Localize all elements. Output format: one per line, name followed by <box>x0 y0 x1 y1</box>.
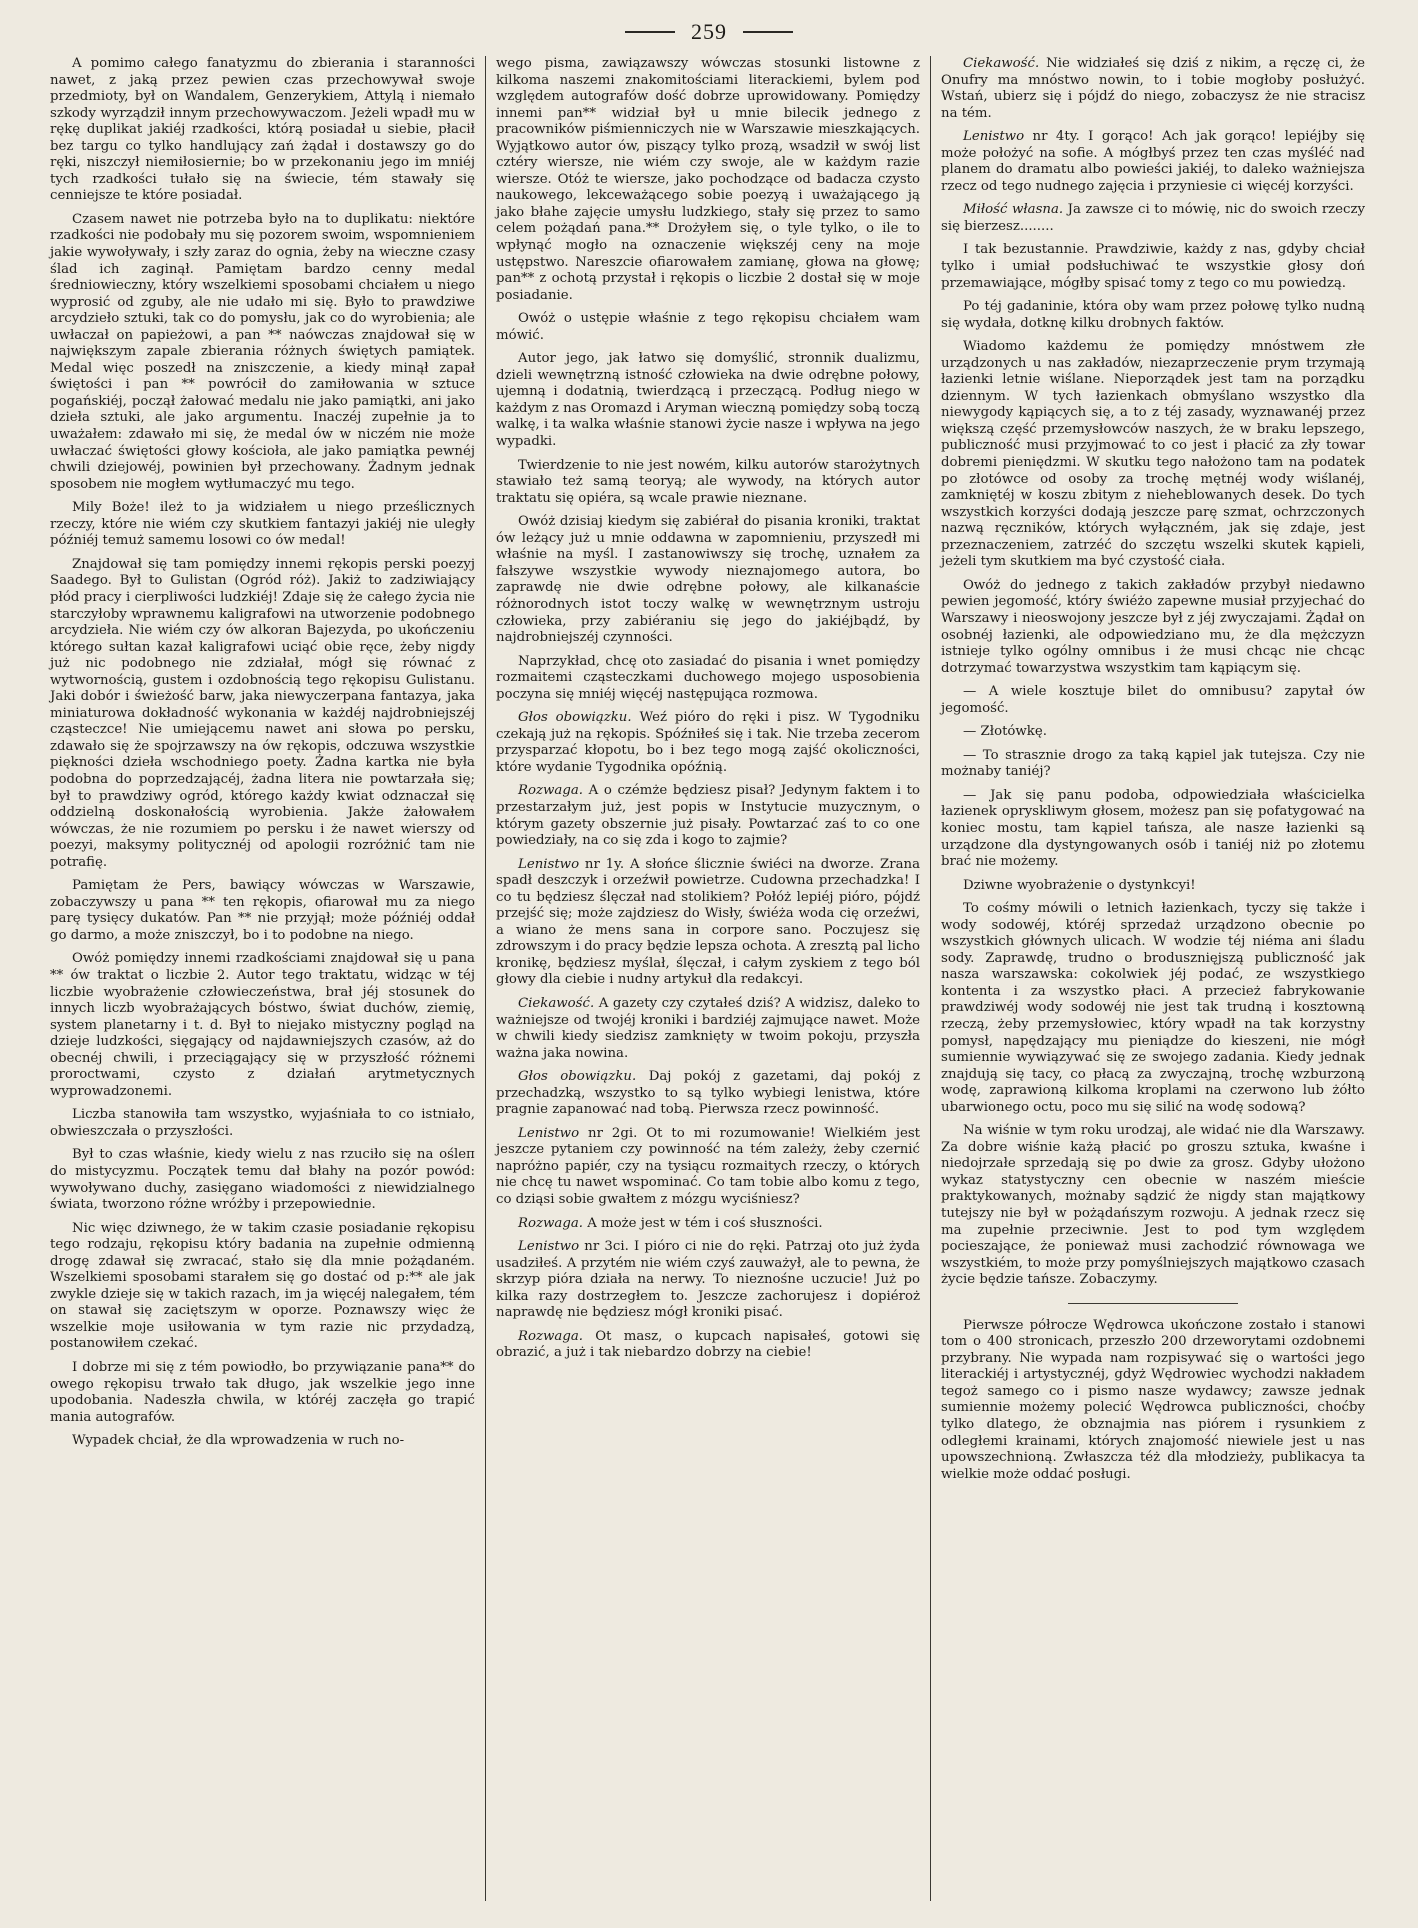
column-left <box>40 56 485 1901</box>
section-divider <box>1068 1303 1238 1304</box>
speaker-text: Nie widziałeś się dziś z nikim, a ręczę ci, że Onufry ma mnóstwo nowin, to i tobie mogłoby posłużyć. Wstań, ubierz się i pójdź do niego, zobaczysz że nie stracisz na tém. <box>941 56 1365 121</box>
paragraph <box>496 857 920 989</box>
speaker-text: Daj pokój z gazetami, daj pokój z przechadzką, wszystko to są tylko wybiegi lenistwa, które pragnie zapanować nad tobą. Pierwsza rzecz powinność. <box>496 1069 920 1118</box>
paragraph: Twierdzenie to nie jest nowém, kilku autorów starożytnych stawiało też samą teoryą; ale wywody, na których autor traktatu się opiéra, są wcale prawie nieznane. <box>496 457 920 506</box>
speaker-text: Ot masz, o kupcach napisałeś, gotowi się obrazić, a już i tak niebardzo dobrzy na ciebie! <box>496 1328 920 1361</box>
speaker-text: Weź pióro do ręki i pisz. W Tygodniku czekają już na rękopis. Spóźniłeś się i tak. Nie trzeba zecerom przysparzać kłopotu, bo i bez tego mogą zajść okoliczności, które wydanie Tygodnika opóźnią. <box>496 710 920 775</box>
paragraph <box>496 996 920 1062</box>
paragraph: Autor jego, jak łatwo się domyślić, stronnik dualizmu, dzieli wewnętrzną istność człowieka na dwie odrębne połowy, ujemną i dodatnią, twierdzącą i przeczącą. Podług niego w każdym z nas Oromazd i Aryman wieczną pomiędzy sobą toczą walkę, i ta walka właśnie stanowi życie nasze i wpływa na jego wypadki. <box>496 351 920 450</box>
paragraph: Nic więc dziwnego, że w takim czasie posiadanie rękopisu tego rodzaju, rękopisu który badania na zupełnie odmienną drogę zdawał się zwracać, stało się dla mnie pożądaném. Wszelkiemi sposobami starałem się go dostać od p:** ale jak zwykle dzieje się w takich razach, im ja więcéj nalegałem, tém on stawał się zaciętszym w oporze. Poznawszy więc że wszelkie moje usiłowania w tym razie nic przydadzą, postanowiłem czekać. <box>50 1220 475 1352</box>
paragraph: I tak bezustannie. Prawdziwie, każdy z nas, gdyby chciał tylko i umiał podsłuchiwać te wszystkie głosy doń przemawiające, mógłby spisać tomy z tego co mu powiedzą. <box>941 242 1365 291</box>
paragraph <box>941 56 1365 122</box>
speaker-label: Lenistwo <box>518 1125 580 1141</box>
speaker-label: Rozwaga. <box>518 1215 583 1231</box>
paragraph: Pierwsze półrocze Wędrowca ukończone zostało i stanowi tom o 400 stronicach, przeszło 200 drzeworytami ozdobnemi przybrany. Nie wypada nam rozpisywać się o wartości jego literackiéj i artystycznéj, gdyż Wędrowiec wychodzi nakładem tegoż samego co i pismo nasze wydawcy; zawsze jednak sumiennie możemy polecić Wędrowca publiczności, choćby tylko dlatego, że obznajmia nas piórem i rysunkiem z odległemi krainami, których znajomość niewiele jest u nas upowszechnioną. Zwłaszcza téż dla młodzieży, publikacya ta wielkie może oddać posługi. <box>941 1317 1365 1482</box>
paragraph: Wiadomo każdemu że pomiędzy mnóstwem złe urządzonych u nas zakładów, niezaprzeczenie prym trzymają łazienki letnie wiślane. Nieporządek jest tam na porządku dziennym. W tych łazienkach obmyślano wszystko dla niewygody kąpiących się, a to z téj zasady, wyznawanéj przez większą część przemysłowców naszych, że w braku lepszego, publiczność musi przyjmować to co jest i płacić za zły towar dobremi pieniędzmi. W skutku tego nałożono tam na podatek po złotówce od osoby za trochę mętnéj wody wiślanéj, zamkniętéj w koszu zbitym z nieheblowanych desek. Do tych wszystkich korzyści dodają jeszcze parę szmat, ochrzczonych nazwą ręczników, których wyłączném, jak się zdaje, jest przeznaczeniem, zatrzéć do szczętu wszelki skutek kąpieli, jeżeli tym skutkiem ma być czystość ciała. <box>941 339 1365 570</box>
page-number: 259 <box>691 19 727 44</box>
paragraph <box>496 710 920 776</box>
speaker-label: Lenistwo <box>518 1239 580 1255</box>
paragraph: Liczba stanowiła tam wszystko, wyjaśniała to co istniało, obwieszczała o przyszłości. <box>50 1107 475 1139</box>
paragraph: Dziwne wyobrażenie o dystynkcyi! <box>963 877 1196 893</box>
paragraph: Mily Boże! ileż to ja widziałem u niego prześlicznych rzeczy, które nie wiém czy skutkiem fantazyi jakiéj nie uległy późniéj temuż samemu losowi co ów medal! <box>50 500 475 549</box>
paragraph: Owóż pomiędzy innemi rzadkościami znajdował się u pana ** ów traktat o liczbie 2. Autor tego traktatu, widząc w téj liczbie wyobrażenie człowieczeństwa, brał jéj stosunek do innych liczb wyobrażających bóstwo, świat duchów, ziemię, system planetarny i t. d. Był to niejako mistyczny pogląd na dzieje ludzkości, sięgający od najdawniejszych czasów, aż do obecnéj chwili, i przeciągający się w przyszłość różnemi proroctwami, czysto z działań arytmetycznych wyprowadzonemi. <box>50 951 475 1099</box>
paragraph: Czasem nawet nie potrzeba było na to duplikatu: niektóre rzadkości nie podobały mu się pozorem swoim, wspomnieniem jakie wywoływały, i szły zaraz do ognia, żeby na wieczne czasy ślad ich zaginął. Pamiętam bardzo cenny medal średniowieczny, który wszelkiemi sposobami chciałem u niego wyprosić od zguby, ale nie udało mi się. Było to prawdziwe arcydzieło sztuki, tak co do pomysłu, jak co do wyrobienia; ale uwłaczał on papieżowi, a pan ** naówczas znajdował się w największym zapale zbierania różnych świętych pamiątek. Medal więc poszedł na zniszczenie, a kiedy minął zapał świętości i pan ** powrócił do zamiłowania w sztuce pogańskiéj, począł żałować medalu nie jako pamiątki, ani jako dzieła sztuki, ale jako argumentu. Inaczéj zupełnie ja to uważałem: zdawało mi się, że medal ów w niczém nie może uwłaczać świętości głowy kościoła, ale jako pamiątka pewnéj chwili dziejowéj, powinien był przechowany. Żadnym jednak sposobem nie mogłem wytłumaczyć mu tego. <box>50 211 475 492</box>
speaker-text: nr 2gi. Ot to mi rozumowanie! Wielkiém jest jeszcze pytaniem czy powinność na tém zależy, żeby czernić napróżno papiér, czy na tysiącu rozmaitych rzeczy, o których nie chcę tu nawet wspominać. Co tam tobie albo komu z tego, co dziąsi sobie gwałtem z mózgu wyciśniesz? <box>496 1125 920 1207</box>
speaker-label: Lenistwo <box>963 129 1025 145</box>
paragraph <box>496 1329 920 1362</box>
column-right <box>930 56 1375 1901</box>
speaker-text: nr 4ty. I gorąco! Ach jak gorąco! lepiéjby się może położyć na sofie. A mógłbyś przez ten czas myśléć nad planem do dramatu albo powieści jakiéj, to daleko ważniejsza rzecz od tego nudnego zajęcia i przyniesie ci więcéj korzyści. <box>941 129 1365 194</box>
paragraph <box>941 202 1365 235</box>
paragraph: Na wiśnie w tym roku urodzaj, ale widać nie dla Warszawy. Za dobre wiśnie każą płacić po groszu sztuka, kwaśne i niedojrzałe sprzedają się po dwie za grosz. Gdyby ułożono wykaz statystyczny cen obecnie w naszém mieście praktykowanych, możnaby sądzić że nigdy stan majątkowy tutejszy nie był w pożądańszym rozwoju. A jednak rzecz się ma zupełnie przeciwnie. Jest to pod tym względem pocieszające, że ponieważ musi zachodzić równowaga we wszystkiém, to może przy pomyślniejszych majątkowo czasach życie będzie tańsze. Zobaczymy. <box>941 1123 1365 1288</box>
speaker-text: nr 1y. A słońce ślicznie świéci na dworze. Zrana spadł deszczyk i orzeźwił powietrze. Cudowna przechadzka! I co tu będziesz ślęczał nad stolikiem? Połóż lepiéj pióro, pójdź przejść się; może zajdziesz do Wisły, świéża woda cię orzeźwi, a wiano że mens sana in corpore sano. Poczujesz się zdrowszym i do pracy będzie lepsza ochota. A zresztą pal licho kronikę, będziesz myślał, ślęczał, i całym zyskiem z tego ból głowy dla ciebie i nudny artykuł dla redakcyi. <box>496 856 920 988</box>
column-middle <box>485 56 930 1901</box>
speaker-label: Rozwaga. <box>518 783 583 799</box>
text-columns <box>40 56 1376 1901</box>
paragraph: Naprzykład, chcę oto zasiadać do pisania i wnet pomiędzy rozmaitemi cząsteczkami duchowego mojego usposobienia poczyna się mniéj więcéj następująca rozmowa. <box>496 653 920 702</box>
speaker-text: A może jest w tém i coś słuszności. <box>583 1215 823 1231</box>
speaker-label: Głos obowiązku. <box>518 1069 637 1085</box>
speaker-label: Rozwaga. <box>518 1328 583 1344</box>
paragraph <box>496 1126 920 1209</box>
page-header <box>0 12 1418 52</box>
speaker-label: Lenistwo <box>518 856 580 872</box>
speaker-text: A gazety czy czytałeś dziś? A widzisz, daleko to ważniejsze od twojéj kroniki i bardziéj zajmujące nawet. Może w chwili kiedy siedzisz zamknięty w twoim pokoju, przyszła ważna jaka nowina. <box>496 995 920 1061</box>
paragraph: Znajdował się tam pomiędzy innemi rękopis perski poezyj Saadego. Był to Gulistan (Ogród róż). Jakiż to zadziwiający płód pracy i cierpliwości ludzkiéj! Zdaje się że całego życia nie starczyłoby wprawnemu kaligrafowi na utworzenie podobnego arcydzieła. Nie wiém czy ów alkoran Bajezyda, po ukończeniu którego sułtan kazał kaligrafowi uciąć obie ręce, żeby nigdy już nic podobnego nie zdziałał, mógł się równać z wytwornością, gustem i ozdobnością tego rękopisu Gulistanu. Jaki dobór i świeżość barw, jaka niewyczerpana fantazya, jaka miniaturowa dokładność wykonania w każdéj najdrobniejszéj cząsteczce! Nie umiejącemu nawet ani słowa po persku, zdawało się że spojrzawszy na ów rękopis, odczuwa wszystkie piękności dzieła wschodniego poety. Żadna kartka nie była podobna do poprzedzającéj, żadna litera nie powtarzała się; był to prawdziwy ogród, którego każdy kwiat odznaczał się oddzielną doskonałością wyrobienia. Jakże żałowałem wówczas, że nie rozumiem po persku i że nawet wierszy od poezyi, maksymy politycznéj od apologii rozróżnić tam nie potrafię. <box>50 556 475 870</box>
header-rule-right <box>743 31 793 33</box>
paragraph: Owóż dzisiaj kiedym się zabiérał do pisania kroniki, traktat ów leżący już u mnie oddawna w zapomnieniu, przyszedł mi właśnie na myśl. I zastanowiwszy się trochę, uznałem za fałszywe wszystkie wywody nieznajomego autora, bo zaprawdę nie dwie odrębne połowy, ale kilkanaście różnorodnych istot toczy walkę w wewnętrznym ustroju człowieka, przy zabiéraniu się jego do jakiéjbądź, by najdrobniejszéj czynności. <box>496 514 920 646</box>
paragraph: Wypadek chciał, że dla wprowadzenia w ruch no- <box>72 1433 405 1449</box>
speaker-label: Ciekawość. <box>963 56 1040 71</box>
paragraph <box>496 783 920 849</box>
speaker-label: Miłość własna. <box>963 202 1064 218</box>
paragraph: — To strasznie drogo za taką kąpiel jak tutejsza. Czy nie możnaby taniéj? <box>941 747 1365 780</box>
speaker-text: Ja zawsze ci to mówię, nic do swoich rzeczy się bierzesz........ <box>941 202 1366 234</box>
paragraph: Po téj gadaninie, która oby wam przez połowę tylko nudną się wydała, dotknę kilku drobnych faktów. <box>941 299 1365 331</box>
paragraph <box>496 1239 920 1322</box>
speaker-label: Ciekawość. <box>518 995 595 1011</box>
paragraph: — Jak się panu podoba, odpowiedziała właścicielka łazienek opryskliwym głosem, możesz pan się pofatygować na koniec mostu, tam kąpiel tańsza, ale nasze łazienki są urządzone dla dystyngowanych osób i taniéj niż po złotemu brać nie możemy. <box>941 787 1365 870</box>
paragraph: — Złotówkę. <box>963 724 1047 740</box>
speaker-label: Głos obowiązku. <box>518 710 632 726</box>
speaker-text: nr 3ci. I pióro ci nie do ręki. Patrzaj oto już żyda usadziłeś. A przytém nie wiém czyś zauważył, ale to pewna, że skrzyp pióra działa na nerwy. To nieznośne uczucie! Już po kilka razy dostrzegłem to. Jeszcze zachorujesz i dopiéroż naprawdę nie będziesz mógł kroniki pisać. <box>496 1239 920 1321</box>
speaker-text: A o czémże będziesz pisał? Jedynym faktem i to przestarzałym już, jest popis w Instytucie muzycznym, o którym gazety obszernie już pisały. Powtarzać zaś to co one powiedziały, na co się zda i kogo to zajmie? <box>496 783 920 849</box>
paragraph <box>496 1216 920 1233</box>
header-rule-left <box>625 31 675 33</box>
paragraph: Owóż do jednego z takich zakładów przybył niedawno pewien jegomość, który świéżo zapewne musiał przyjechać do Warszawy i nieoswojony jeszcze był z jéj zwyczajami. Żądał on osobnéj łazienki, ale odpowiedziano mu, że dla mężczyzn istnieje tylko ogólny omnibus i że musi chcąc nie chcąc dotrzymać towarzystwa wszystkim tam kąpiącym się. <box>941 577 1365 676</box>
paragraph: To cośmy mówili o letnich łazienkach, tyczy się także i wody sodowéj, któréj sprzedaż urządzono obecnie po wszystkich głównych ulicach. W wodzie téj niéma ani śladu sody. Zaprawdę, trudno o brodusznięjszą publiczność jak nasza warszawska: cokolwiek jéj podać, ze wszystkiego kontenta i za wszystko płaci. A przecież fabrykowanie prawdziwéj wody sodowéj nie jest tak trudną i kosztowną rzeczą, żeby przemysłowiec, który wpadł na tak korzystny pomysł, napędzający mu pieniądze do kieszeni, nie mógł sumiennie wywiązywać się ze swojego zadania. Kiedy jednak znajdują się tacy, co płacą za zwyczajną, trochę wzburzoną wodę, zaprawioną kilkoma kroplami na czerwono lub żółto ubarwionego octu, poco mu się silić na wodę sodową? <box>941 901 1365 1115</box>
paragraph: Pamiętam że Pers, bawiący wówczas w Warszawie, zobaczywszy u pana ** ten rękopis, ofiarował mu za niego parę tysięcy dukatów. Pan ** nie przyjął; może późniéj oddał go darmo, a może zniszczył, bo i to podobne na niego. <box>50 878 475 943</box>
paragraph <box>496 1069 920 1119</box>
paragraph: — A wiele kosztuje bilet do omnibusu? zapytał ów jegomość. <box>941 684 1365 716</box>
paragraph: wego pisma, zawiązawszy wówczas stosunki listowne z kilkoma naszemi znakomitościami literackiemi, bylem pod względem autografów dość dobrze uprowidowany. Pomiędzy innemi pan** widział był u mnie bilecik jednego z pracowników piśmienniczych nie w Warszawie mieszkających. Wyjątkowo autor ów, piszący tylko prozą, wsadził w swój list cztéry wiersze, nie wiém czy swoje, ale w każdym razie wiersze. Otóż te wiersze, jako pochodzące od badacza czysto naukowego, lekceważącego sobie poezyą i uważającego ją jako błahe zajęcie umysłu ludzkiego, stały się przez to samo celem pożądań pana.** Drożyłem się, o tyle tylko, o ile to wpłynąć mogło na oznaczenie większéj ceny na moje ustępstwo. Nareszcie ofiarowałem zamianę, głowa na głowę; pan** z ochotą przystał i rękopis o liczbie 2 dostał się w moje posiadanie. <box>496 56 920 303</box>
paragraph: A pomimo całego fanatyzmu do zbierania i staranności nawet, z jaką przez pewien czas przechowywał swoje przedmioty, był on Wandalem, Genzerykiem, Attylą i niemało szkody wyrządził innym przechowywaczom. Jeżeli wpadł mu w rękę duplikat jakiéj rzadkości, którą posiadał u siebie, płacił bez targu co tylko handlujący zań żądał i dostawszy go do ręki, niszczył niemiłosiernie; bo w przekonaniu jego im mniéj tych rzadkości tułało się na świecie, tém stawały się cenniejsze te które posiadał. <box>50 56 475 204</box>
paragraph: Był to czas właśnie, kiedy wielu z nas rzuciło się na ośleп do mistycyzmu. Początek temu dał błahy na pozór powód: wywoływano duchy, zasięgano wiadomości z niewidzialnego świata, tworzono różne wróżby i przepowiednie. <box>50 1147 475 1213</box>
paragraph: Owóż o ustępie właśnie z tego rękopisu chciałem wam mówić. <box>496 311 920 343</box>
paragraph: I dobrze mi się z tém powiodło, bo przywiązanie pana** do owego rękopisu trwało tak długo, jak wszelkie jego inne upodobania. Nadeszła chwila, w któréj zaczęła go trapić mania autografów. <box>50 1360 475 1425</box>
paragraph <box>941 129 1365 195</box>
